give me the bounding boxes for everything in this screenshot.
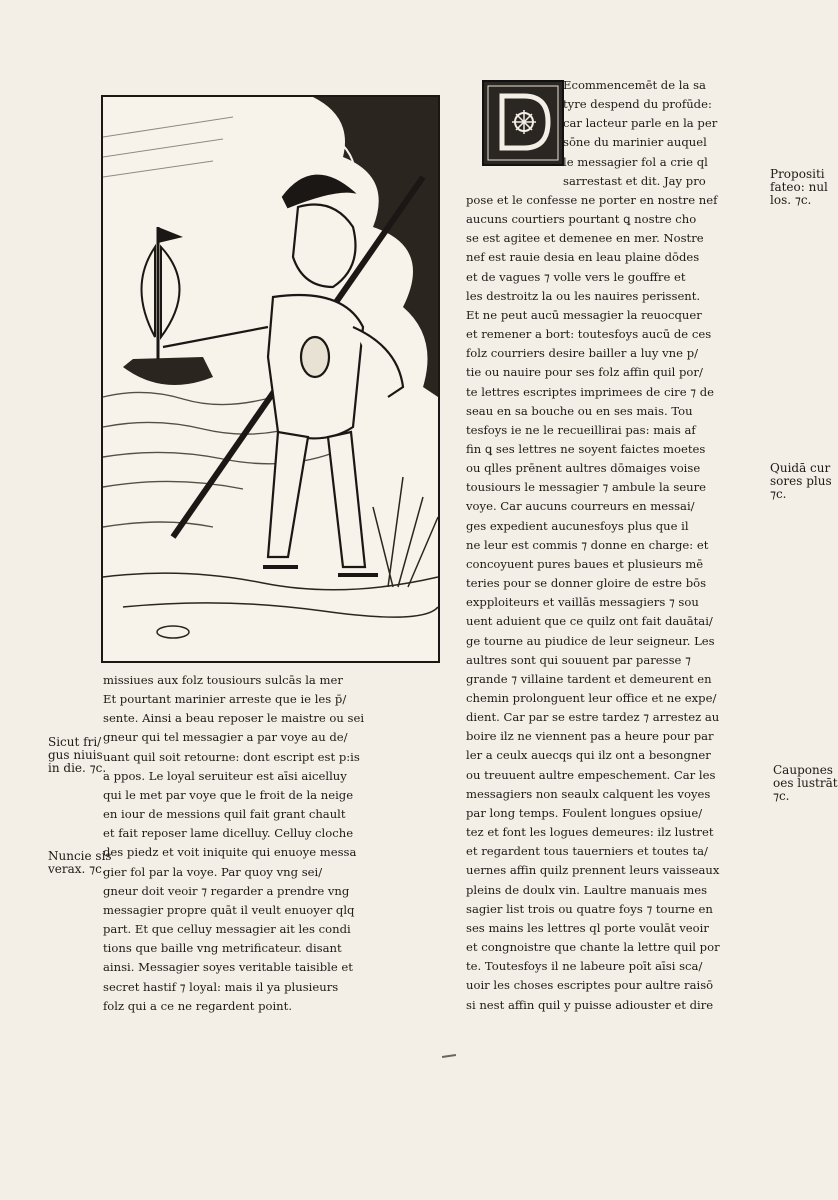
left-text-column [103,671,443,1016]
text-line: uoir les choses escriptes pour aultre raisō [466,978,714,993]
woodcut-illustration [101,95,440,663]
ship-icon [123,227,213,385]
woodcut-drawing [103,97,438,661]
right-text-column [466,76,802,1015]
text-line: ne leur est commis ⁊ donne en charge: et [466,537,709,552]
text-line: tions que baille vng metrificateur. disant [103,941,342,956]
text-line: messagier propre quāt il veult enuoyer qlq [103,902,355,917]
text-line: ou qlles prēnent aultres dōmaiges voise [466,461,701,476]
marginal-note: Nuncie sis verax. ⁊c. [48,849,112,876]
text-line: te lettres escriptes imprimees de cire ⁊ de [466,384,714,399]
ink-mark [442,1054,456,1058]
text-line: ou treuuent aultre empeschement. Car les [466,767,716,782]
text-line: teries pour se donner gloire de estre bōs [466,576,707,591]
text-line: par long temps. Foulent longues opsiue/ [466,805,703,820]
text-line: a ppos. Le loyal seruiteur est aīsi aicelluy [103,768,347,783]
text-line: dient. Car par se estre tardez ⁊ arrestez au [466,710,720,725]
text-line: Et ne peut aucū messagier la reuocquer [466,307,702,322]
text-line: et fait reposer lame dicelluy. Celluy cloche [103,826,354,841]
text-line: sōne du marinier auquel [563,135,707,150]
text-line: sagier list trois ou quatre foys ⁊ tourne en [466,901,713,916]
text-line: en iour de messions quil fait grant chault [103,807,346,822]
text-line: pleins de doulx vin. Laultre manuais mes [466,882,708,897]
text-line: tesfoys ie ne le recueillirai pas: mais af [466,422,696,437]
text-line: tousiours le messagier ⁊ ambule la seure [466,480,707,495]
text-line: concoyuent pures baues et plusieurs mē [466,556,704,571]
text-line: grande ⁊ villaine tardent et demeurent en [466,671,712,686]
text-line: tyre despend du profūde: [563,97,712,112]
text-line: folz courriers desire bailler a luy vne p/ [466,346,699,361]
text-line: uent aduient que ce quilz ont fait dauātai/ [466,614,713,629]
text-line: les destroitz la ou les nauires perissent. [466,288,701,303]
text-line: seau en sa bouche ou en ses mais. Tou [466,403,693,418]
text-line: nef est rauie desia en leau plaine dōdes [466,250,700,265]
text-line: missiues aux folz tousiours sulcās la mer [103,673,343,687]
marginal-note: Propositi fateo: nul los. ⁊c. [770,167,828,207]
text-line: ges expedient aucunesfoys plus que il [466,518,689,533]
text-line: messagiers non seaulx calquent les voyes [466,786,711,801]
text-line: sarrestast et dit. Jay pro [563,173,706,188]
marginal-note: Quidā cur sores plus ⁊c. [770,461,832,501]
text-line: sente. Ainsi a beau reposer le maistre ou sei [103,711,365,726]
text-line: fin ꝗ ses lettres ne soyent faictes moetes [466,441,706,456]
text-line: et de vagues ⁊ volle vers le gouffre et [466,269,686,284]
text-line: part. Et que celluy messagier ait les condi [103,922,351,937]
text-line: aultres sont qui souuent par paresse ⁊ [466,652,691,667]
text-line: se est agitee et demenee en mer. Nostre [466,231,704,246]
text-line: le messagier fol a crie ql [563,154,708,169]
text-line: et congnoistre que chante la lettre quil por [466,940,720,955]
text-line: pose et le confesse ne porter en nostre nef [466,192,718,207]
text-line: Et pourtant marinier arreste que ie les p̄/ [103,692,347,707]
text-line: ge tourne au piudice de leur seigneur. Les [466,633,715,648]
text-line: uernes affin quilz prennent leurs vaisseaux [466,863,720,878]
text-line: qui le met par voye que le froit de la neige [103,787,354,802]
text-line: ler a ceulx auecqs qui ilz ont a besongner [466,748,711,763]
text-line: chemin prolonguent leur office et ne expe/ [466,691,717,705]
text-line: car lacteur parle en la per [563,116,718,131]
text-line: uant quil soit retourne: dont escript est p:is [103,749,360,764]
text-line: et regardent tous tauerniers et toutes ta/ [466,844,708,859]
text-line: ainsi. Messagier soyes veritable taisible et [103,960,353,975]
text-line: voye. Car aucuns courreurs en messai/ [466,499,695,514]
text-line: gneur qui tel messagier a par voye au de/ [103,730,348,745]
text-line: aucuns courtiers pourtant ꝗ nostre cho [466,212,697,227]
text-line: si nest affin quil y puisse adiouster et dire [466,997,714,1012]
text-line: secret hastif ⁊ loyal: mais il ya plusieurs [103,979,339,994]
text-line: des piedz et voit iniquite qui enuoye messa [103,845,357,860]
text-line: ses mains les lettres ql porte voulāt veoir [466,920,709,935]
text-line: gier fol par la voye. Par quoy vng sei/ [103,864,323,879]
text-line: expploiteurs et vaillās messagiers ⁊ sou [466,595,699,610]
text-line: boire ilz ne viennent pas a heure pour par [466,729,714,744]
text-line: Ecommencemēt de la sa [563,78,706,92]
text-line: tez et font les logues demeures: ilz lustret [466,825,714,840]
text-line: et remener a bort: toutesfoys aucū de ces [466,327,712,342]
text-line: gneur doit veoir ⁊ regarder a prendre vng [103,883,350,898]
marginal-note: Caupones oes lustrāt ⁊c. [773,763,838,803]
text-line: tie ou nauire pour ses folz affin quil por/ [466,365,703,380]
text-line: te. Toutesfoys il ne labeure poīt aīsi sca/ [466,959,703,974]
text-line: folz qui a ce ne regardent point. [103,998,292,1013]
marginal-note: Sicut fri/ gus niuis in die. ⁊c. [48,735,107,775]
